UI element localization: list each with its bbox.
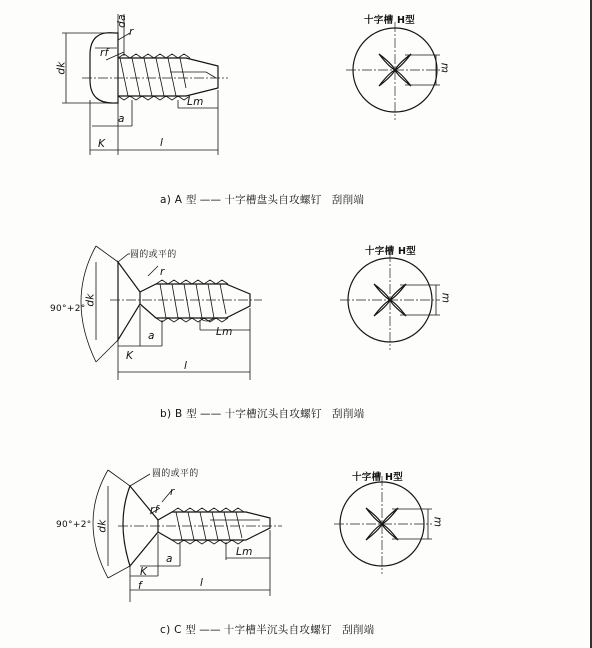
caption-dash: —— (199, 408, 222, 420)
angle-label: 90°+2° (50, 304, 86, 314)
note-label: 圆的或平的 (152, 469, 199, 479)
a-label: a (148, 330, 155, 342)
r-label: r (129, 26, 134, 38)
lm-label: Lm (187, 96, 204, 108)
dk-label: dk (84, 293, 97, 307)
l-label: l (160, 137, 164, 149)
recess-title: 十字槽 H型 (365, 246, 417, 257)
dk-label: dk (55, 61, 68, 75)
angle-label: 90°+2° (56, 520, 92, 530)
caption-c (160, 622, 377, 637)
caption-suffix: 刮削端 (331, 194, 365, 206)
rf-label: rf (150, 504, 159, 516)
k-label: K (98, 138, 106, 150)
caption-name: 十字槽半沉头自攻螺钉 (223, 624, 332, 636)
dk-label: dk (96, 519, 109, 533)
caption-dash: —— (199, 624, 221, 636)
a-label: a (166, 553, 173, 565)
caption-suffix: 刮削端 (332, 408, 365, 420)
caption-name: 十字槽沉头自攻螺钉 (224, 408, 322, 420)
rf-label: rf (100, 47, 109, 59)
caption-prefix: a) A 型 (160, 194, 197, 206)
recess-title: 十字槽 H型 (364, 15, 416, 26)
lm-label: Lm (216, 326, 233, 338)
m-label: m (431, 516, 444, 528)
recess-title: 十字槽 H型 (352, 472, 404, 483)
r-label: r (160, 266, 165, 278)
l-label: l (200, 577, 204, 589)
r-label: r (170, 486, 175, 498)
k-label: K (140, 566, 148, 578)
caption-name: 十字槽盘头自攻螺钉 (224, 194, 322, 206)
lm-label: Lm (236, 546, 253, 558)
caption-prefix: c) C 型 (160, 624, 197, 636)
note-label: 圆的或平的 (130, 250, 177, 260)
f-label: f (138, 580, 142, 592)
caption-suffix: 刮削端 (342, 624, 375, 636)
m-label: m (439, 292, 452, 304)
l-label: l (184, 360, 188, 372)
caption-prefix: b) B 型 (160, 408, 197, 420)
m-label: m (438, 62, 451, 74)
k-label: K (126, 350, 134, 362)
da-label: da (115, 14, 128, 28)
caption-dash: —— (199, 194, 222, 206)
a-label: a (118, 113, 125, 125)
